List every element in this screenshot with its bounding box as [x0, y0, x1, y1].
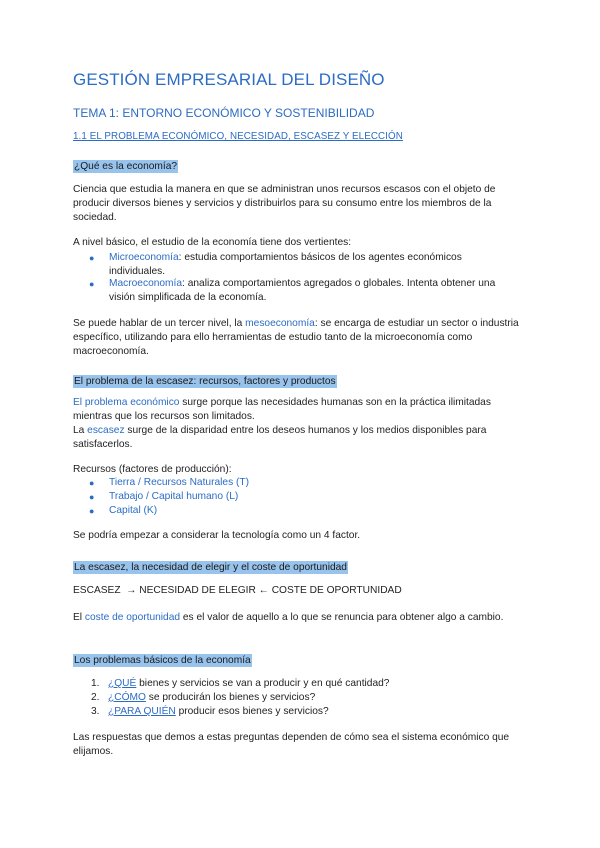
bullet-dot-icon: ●: [89, 506, 95, 516]
term-escasez: escasez: [87, 425, 125, 436]
highlighted-heading: ¿Qué es la economía?: [74, 161, 178, 172]
paragraph-intro: A nivel básico, el estudio de la economía tiene dos vertientes:: [73, 237, 352, 248]
paragraph-escasez: La escasez surge de la disparidad entre los deseos humanos y los medios disponibles para satisfacerlos.: [73, 425, 487, 451]
list-item: ● Macroeconomía: analiza comportamientos agregados o globales. Intenta obtener una visión simplificada de la economía.: [89, 278, 496, 304]
list-item: ● Capital (K): [89, 504, 519, 518]
paragraph-definition: Ciencia que estudia la manera en que se administran unos recursos escasos con el objeto de producir diversos bienes y servicios y distribuirlos para su consumo entre los miembros de la sociedad.: [73, 184, 496, 224]
subtheme-heading: 1.1 EL PROBLEMA ECONÓMICO, NECESIDAD, ESCASEZ Y ELECCIÓN: [73, 131, 403, 142]
list-item: ● Tierra / Recursos Naturales (T): [89, 476, 519, 490]
bullet-dot-icon: ●: [89, 492, 95, 502]
section-heading-coste: [73, 557, 348, 575]
term-problema-economico: El problema económico: [73, 397, 180, 408]
highlighted-heading: La escasez, la necesidad de elegir y el coste de oportunidad: [74, 562, 347, 573]
paragraph-mesoeconomia: Se puede hablar de un tercer nivel, la mesoeconomía: se encarga de estudiar un sector o industria específico, utilizando para ello herramientas de estudio tanto de la microeconomía como macroeconomía.: [73, 318, 519, 358]
paragraph-closing: Las respuestas que demos a estas preguntas dependen de cómo sea el sistema económico que elijamos.: [73, 732, 510, 758]
list-item: 3. ¿PARA QUIÉN producir esos bienes y servicios?: [91, 706, 329, 717]
bullet-dot-icon: ●: [89, 279, 95, 289]
list-item: ● Trabajo / Capital humano (L): [89, 490, 519, 504]
list-item: 1. ¿QUÉ bienes y servicios se van a producir y en qué cantidad?: [91, 678, 390, 689]
list-item: 2. ¿CÓMO se producirán los bienes y servicios?: [91, 692, 316, 703]
term-macroeconomia: Macroeconomía: [109, 278, 183, 289]
highlighted-heading: Los problemas básicos de la economía: [74, 655, 251, 666]
section-heading-problemas: [73, 650, 252, 668]
bullet-dot-icon: ●: [89, 478, 95, 488]
document-title: GESTIÓN EMPRESARIAL DEL DISEÑO: [73, 70, 385, 89]
bullet-dot-icon: ●: [89, 253, 95, 263]
section-heading-escasez: [73, 371, 337, 389]
list-item: ● Microeconomía: estudia comportamientos básicos de los agentes económicos individuales.: [89, 252, 462, 278]
section-heading-economia: [73, 156, 178, 174]
term-mesoeconomia: mesoeconomía: [245, 318, 315, 329]
term-microeconomia: Microeconomía: [109, 252, 179, 263]
highlighted-heading: El problema de la escasez: recursos, factores y productos: [74, 376, 336, 387]
paragraph-tecnologia: Se podría empezar a considerar la tecnología como un 4 factor.: [73, 530, 361, 541]
paragraph-coste-oportunidad: El coste de oportunidad es el valor de aquello a lo que se renuncia para obtener algo a cambio.: [73, 612, 504, 623]
paragraph-problema: El problema económico surge porque las necesidades humanas son en la práctica ilimitadas mientras que los recursos son limitados.: [73, 397, 491, 423]
term-coste-oportunidad: coste de oportunidad: [84, 612, 181, 623]
chain-diagram-text: ESCASEZ → NECESIDAD DE ELEGIR ← COSTE DE OPORTUNIDAD: [73, 585, 402, 596]
theme-heading: TEMA 1: ENTORNO ECONÓMICO Y SOSTENIBILIDAD: [73, 106, 375, 120]
paragraph-recursos: Recursos (factores de producción):: [73, 464, 232, 475]
